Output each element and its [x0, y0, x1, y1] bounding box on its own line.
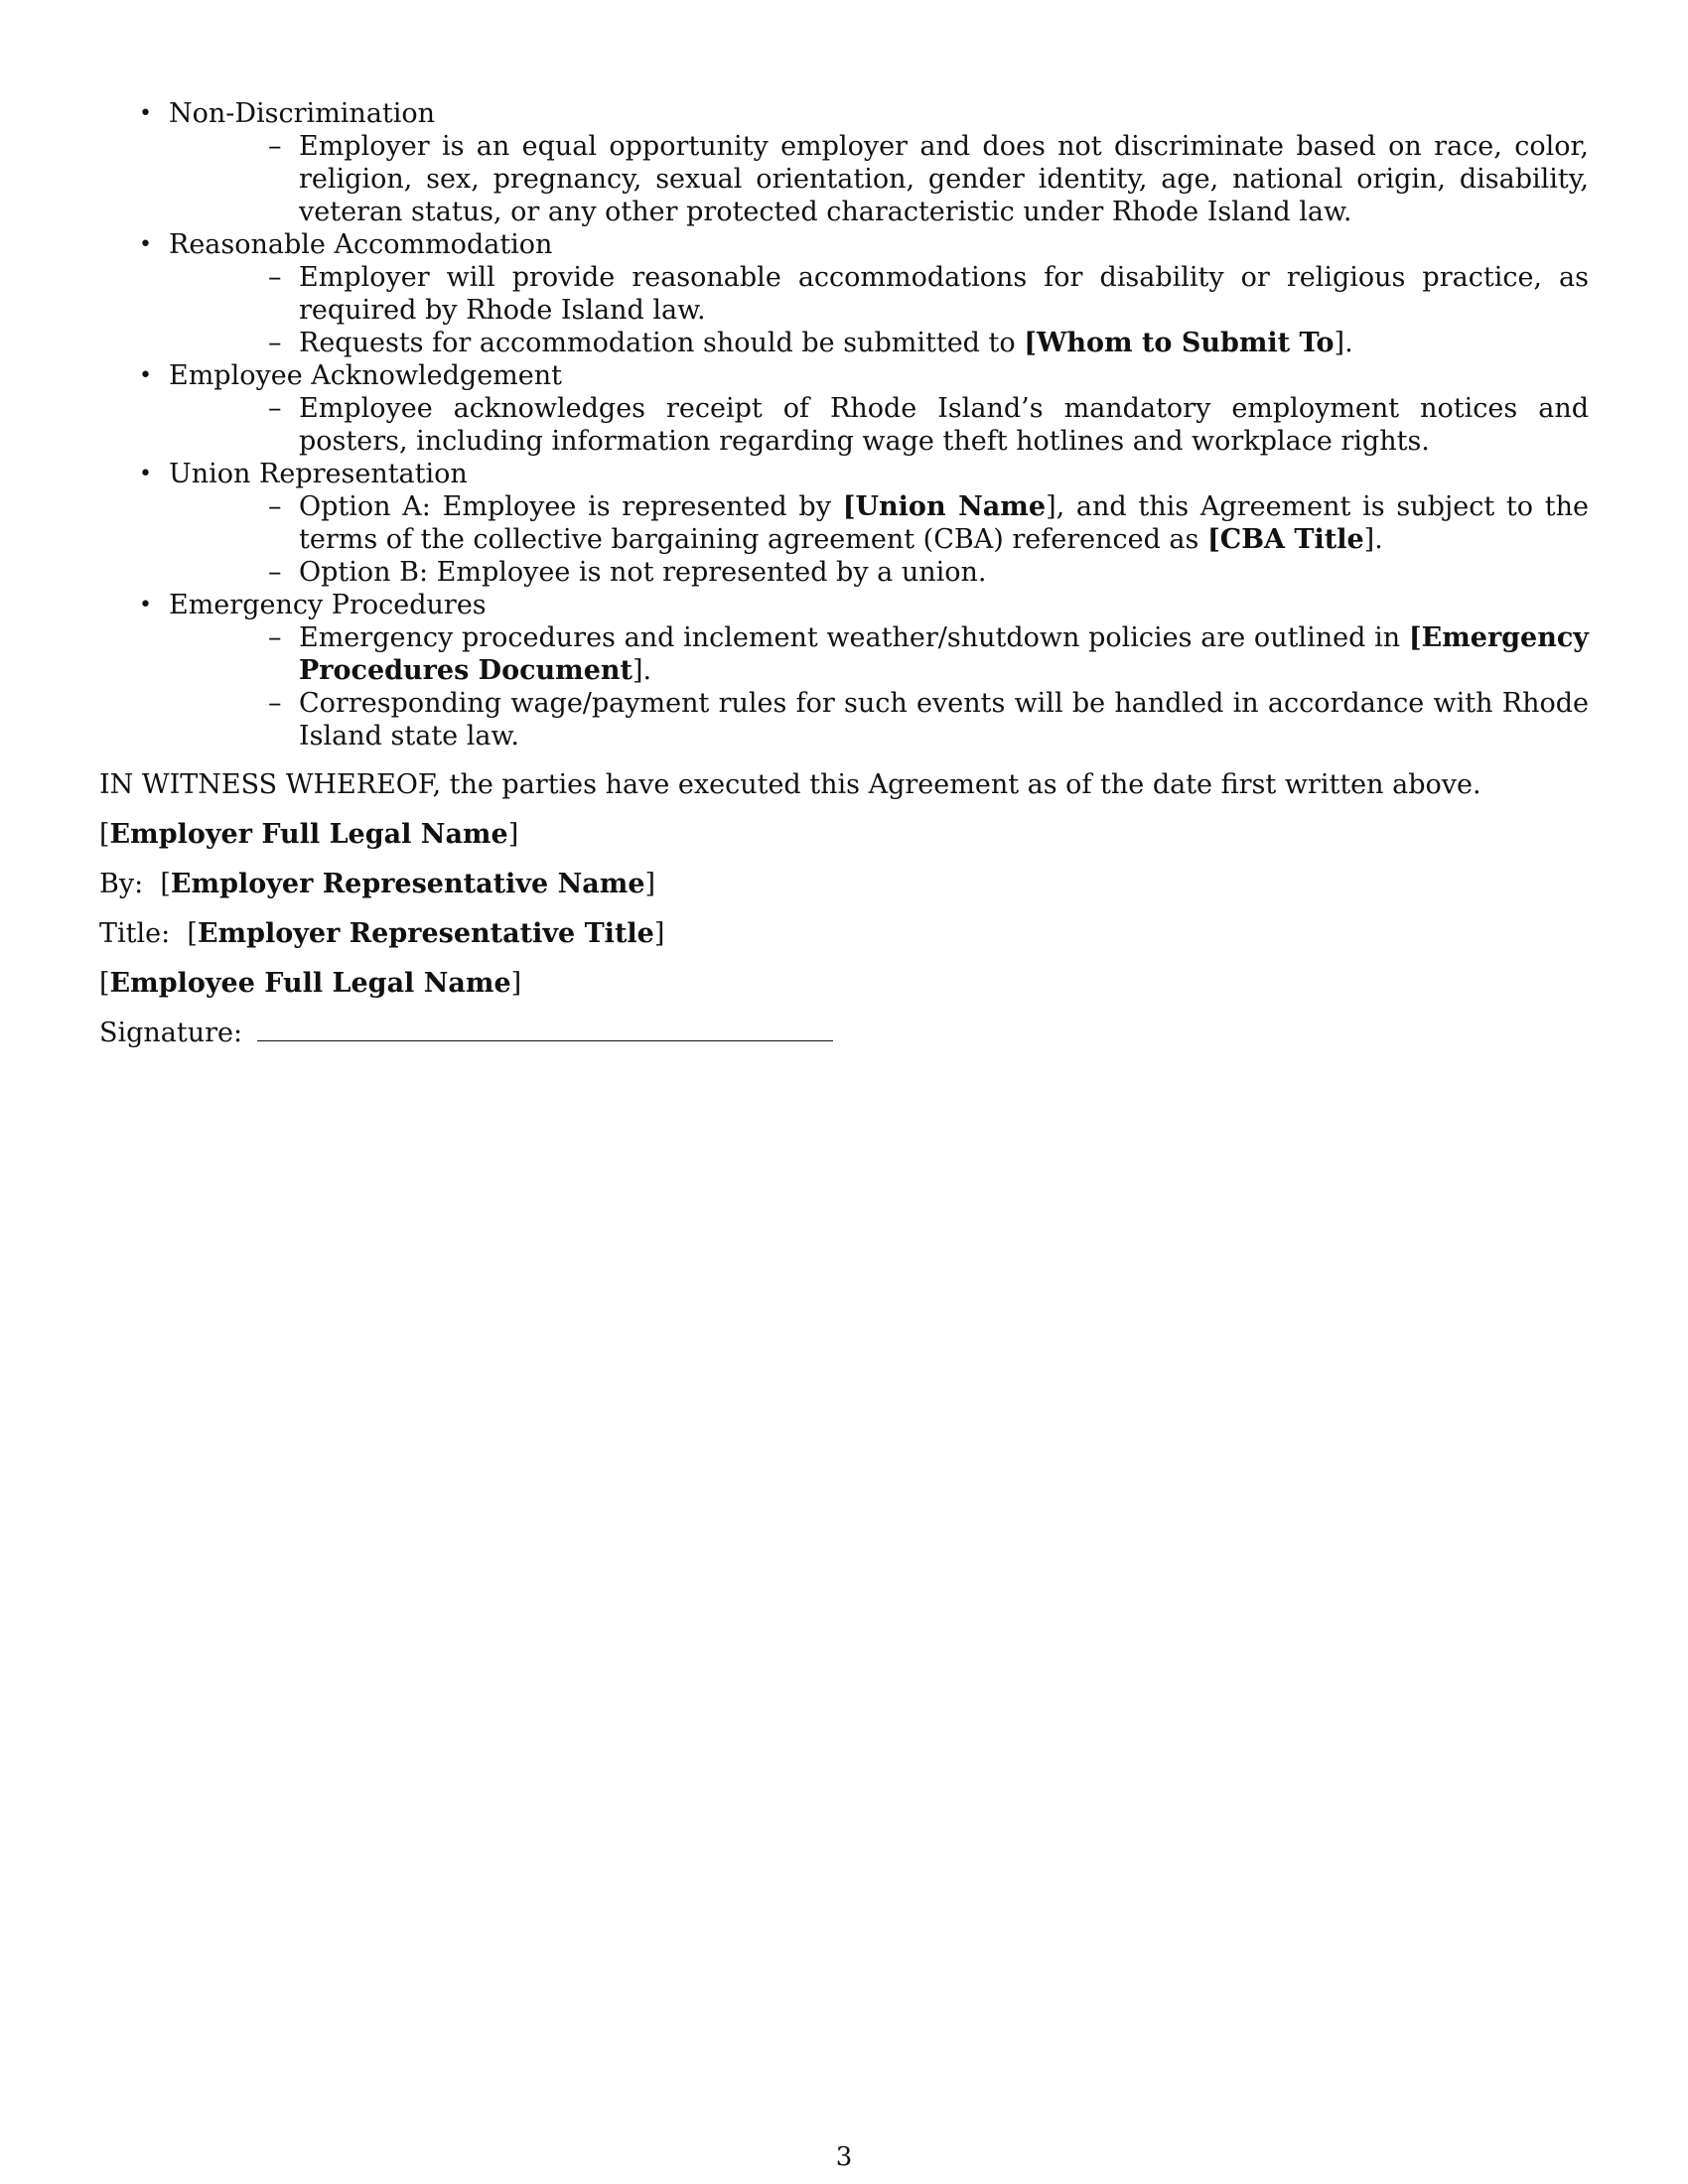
list-item: [169, 261, 1589, 327]
witness-paragraph: IN WITNESS WHEREOF, the parties have executed this Agreement as of the date first written above.: [99, 769, 1481, 800]
placeholder-union-name: Union Name: [855, 491, 1047, 522]
bullet-icon: •: [139, 363, 152, 388]
bracket-open: [: [842, 491, 856, 522]
employer-name-line: [Employer Full Legal Name]: [99, 819, 519, 850]
employer-representative-title: Employer Representative Title: [197, 918, 654, 949]
section-union-representation: [99, 458, 1589, 589]
title-line: Title: [Employer Representative Title]: [99, 918, 665, 949]
item-text: Emergency procedures and inclement weather/shutdown policies are outlined in: [299, 622, 1409, 653]
dash-icon: –: [268, 622, 282, 653]
section-reasonable-accommodation: [99, 228, 1589, 359]
placeholder-cba-title: CBA Title: [1219, 524, 1364, 555]
section-heading: Employee Acknowledgement: [169, 360, 562, 391]
document-page: [99, 97, 1589, 1049]
title-label: Title:: [99, 918, 171, 949]
section-emergency-procedures: [99, 589, 1589, 752]
list-item: [169, 327, 1589, 359]
employee-name-line: [Employee Full Legal Name]: [99, 968, 522, 999]
bracket-open: [: [1024, 328, 1038, 358]
section-list: [99, 97, 1589, 752]
signature-label: Signature:: [99, 1018, 243, 1048]
dash-icon: –: [268, 557, 282, 588]
item-text-tail: ].: [1363, 524, 1383, 555]
page-number: 3: [835, 2142, 853, 2172]
dash-icon: –: [268, 491, 282, 522]
employer-full-legal-name: Employer Full Legal Name: [109, 819, 508, 850]
item-text-tail: ].: [1334, 328, 1353, 358]
list-item: [169, 621, 1589, 687]
signature-line: [99, 1017, 1589, 1049]
dash-icon: –: [268, 393, 282, 424]
item-text-tail: ].: [633, 655, 652, 686]
section-non-discrimination: [99, 97, 1589, 228]
dash-icon: –: [268, 131, 282, 162]
section-heading: Union Representation: [169, 459, 468, 489]
section-heading: Reasonable Accommodation: [169, 229, 553, 260]
sub-list: [169, 490, 1589, 589]
list-item: [169, 556, 1589, 589]
section-employee-acknowledgement: [99, 359, 1589, 458]
signature-field[interactable]: [257, 1017, 833, 1041]
item-text: Employer will provide reasonable accommodations for disability or religious practice, as required by Rhode Island law.: [299, 262, 1589, 326]
item-text: Requests for accommodation should be submitted to: [299, 328, 1025, 358]
bullet-icon: •: [139, 593, 152, 617]
bullet-icon: •: [139, 232, 152, 257]
dash-icon: –: [268, 688, 282, 719]
item-text: Employee acknowledges receipt of Rhode Island’s mandatory employment notices and posters, including information regarding wage theft hotlines and workplace rights.: [299, 393, 1589, 457]
dash-icon: –: [268, 262, 282, 293]
by-line: By: [Employer Representative Name]: [99, 869, 656, 899]
signature-block: [99, 818, 1589, 1049]
employee-full-legal-name: Employee Full Legal Name: [109, 968, 511, 999]
sub-list: [169, 392, 1589, 458]
sub-list: [169, 261, 1589, 359]
item-text: Option B: Employee is not represented by a union.: [299, 557, 987, 588]
list-item: [169, 130, 1589, 228]
sub-list: [169, 130, 1589, 228]
list-item: [169, 392, 1589, 458]
placeholder-emergency-procedures-document: Emergency Procedures Document: [299, 622, 1589, 686]
bullet-icon: •: [139, 101, 152, 126]
bracket-open: [: [1408, 622, 1422, 653]
bullet-icon: •: [139, 462, 152, 486]
section-heading: Emergency Procedures: [169, 590, 487, 620]
dash-icon: –: [268, 328, 282, 358]
by-label: By:: [99, 869, 144, 899]
placeholder-whom-to-submit-to: Whom to Submit To: [1037, 328, 1335, 358]
item-text: Corresponding wage/payment rules for such events will be handled in accordance with Rhode Island state law.: [299, 688, 1589, 751]
item-text-middle: ], and this Agreement is subject to the terms of the collective bargaining agreement (CBA) referenced as: [299, 491, 1589, 555]
employer-representative-name: Employer Representative Name: [170, 869, 645, 899]
item-text: Option A: Employee is represented by: [299, 491, 843, 522]
sub-list: [169, 621, 1589, 752]
list-item: [169, 490, 1589, 556]
section-heading: Non-Discrimination: [169, 98, 436, 129]
list-item: [169, 687, 1589, 752]
item-text: Employer is an equal opportunity employer and does not discriminate based on race, color, religion, sex, pregnancy, sexual orientation, gender identity, age, national origin, disability, veteran status, or any other protected characteristic under Rhode Island law.: [299, 131, 1589, 227]
bracket-open: [: [1206, 524, 1220, 555]
